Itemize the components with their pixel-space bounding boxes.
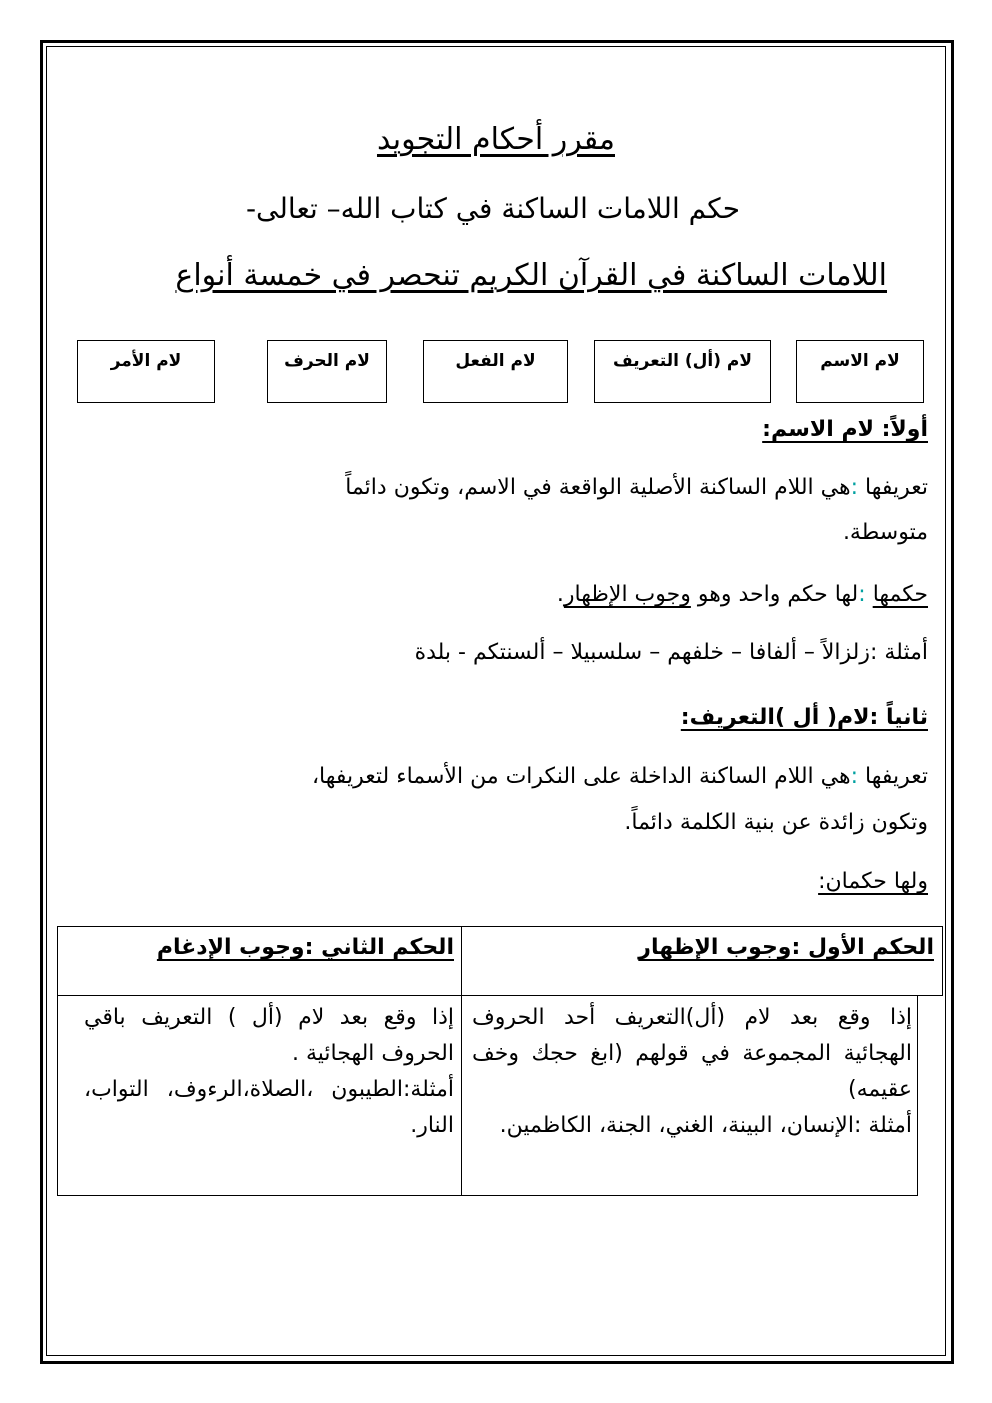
- table-line: [57, 995, 943, 996]
- section2-heading: ثانياً :لام( أل )التعريف:: [680, 705, 928, 730]
- first-rule-examples: أمثلة :الإنسان، البينة، الغني، الجنة، الكاظمين.: [499, 1113, 912, 1138]
- type-label: لام الاسم: [820, 351, 900, 371]
- table-line: [57, 1195, 918, 1196]
- first-rule-condition: إذا وقع بعد لام (أل)التعريف أحد الحروف الهجائية المجموعة في قولهم (ابغ حجك وخف عقيمه): [472, 1005, 912, 1102]
- definition-label: تعريفها: [865, 764, 928, 789]
- definition-label: تعريفها: [865, 475, 928, 500]
- rule-value: وجوب الإظهار: [563, 582, 691, 607]
- rules-heading: ولها حكمان:: [818, 869, 928, 894]
- table-line: [57, 926, 943, 927]
- type-box-particle: [267, 340, 387, 403]
- first-rule-body: [472, 1000, 912, 1144]
- second-rule-header: الحكم الثاني :وجوب الإدغام: [156, 935, 454, 960]
- page-subtitle: حكم اللامات الساكنة في كتاب الله– تعالى-: [245, 192, 741, 225]
- type-label: لام الفعل: [455, 351, 536, 371]
- second-rule-condition: إذا وقع بعد لام (أل ) التعريف باقي الحروف الهجائية .: [84, 1005, 454, 1066]
- colon-mark: :: [858, 582, 866, 607]
- type-box-imperative: [77, 340, 215, 403]
- intro-heading: اللامات الساكنة في القرآن الكريم تنحصر في خمسة أنواع: [175, 258, 887, 293]
- type-label: لام الأمر: [110, 351, 182, 371]
- type-box-verb: [423, 340, 568, 403]
- table-line: [461, 926, 462, 1196]
- section1-heading: أولاً: لام الاسم:: [762, 417, 928, 442]
- table-line: [917, 995, 918, 1196]
- table-line: [942, 926, 943, 996]
- colon-mark: :: [850, 475, 859, 500]
- second-rule-examples: أمثلة:الطيبون ،الصلاة،الرءوف، التواب، النار.: [84, 1077, 454, 1138]
- section1-definition-cont: متوسطة.: [842, 520, 928, 545]
- type-label: لام الحرف: [284, 351, 370, 371]
- page-title: مقرر أحكام التجويد: [376, 122, 615, 157]
- rule-text: لها حكم واحد وهو: [697, 582, 859, 607]
- section2-definition: [312, 764, 928, 789]
- rule-end: .: [556, 582, 564, 607]
- section1-definition: [345, 475, 928, 500]
- section2-definition-cont: وتكون زائدة عن بنية الكلمة دائماً.: [624, 810, 928, 835]
- type-box-noun: [796, 340, 924, 403]
- section1-examples: أمثلة :زلزالاً – ألفافا – خلفهم – سلسبيلا – ألسنتكم - بلدة: [414, 640, 928, 665]
- first-rule-header: الحكم الأول :وجوب الإظهار: [638, 935, 934, 960]
- page-border-inner: [46, 46, 946, 1356]
- type-label: لام (أل) التعريف: [612, 351, 753, 371]
- type-box-definite: [594, 340, 771, 403]
- second-rule-body: [84, 1000, 454, 1144]
- colon-mark: :: [850, 764, 859, 789]
- table-line: [57, 926, 58, 1196]
- definition-text: هي اللام الساكنة الأصلية الواقعة في الاسم، وتكون دائماً: [345, 475, 851, 500]
- definition-text: هي اللام الساكنة الداخلة على النكرات من الأسماء لتعريفها،: [311, 764, 851, 789]
- rule-label: حكمها: [872, 582, 928, 607]
- section1-rule: [557, 582, 928, 607]
